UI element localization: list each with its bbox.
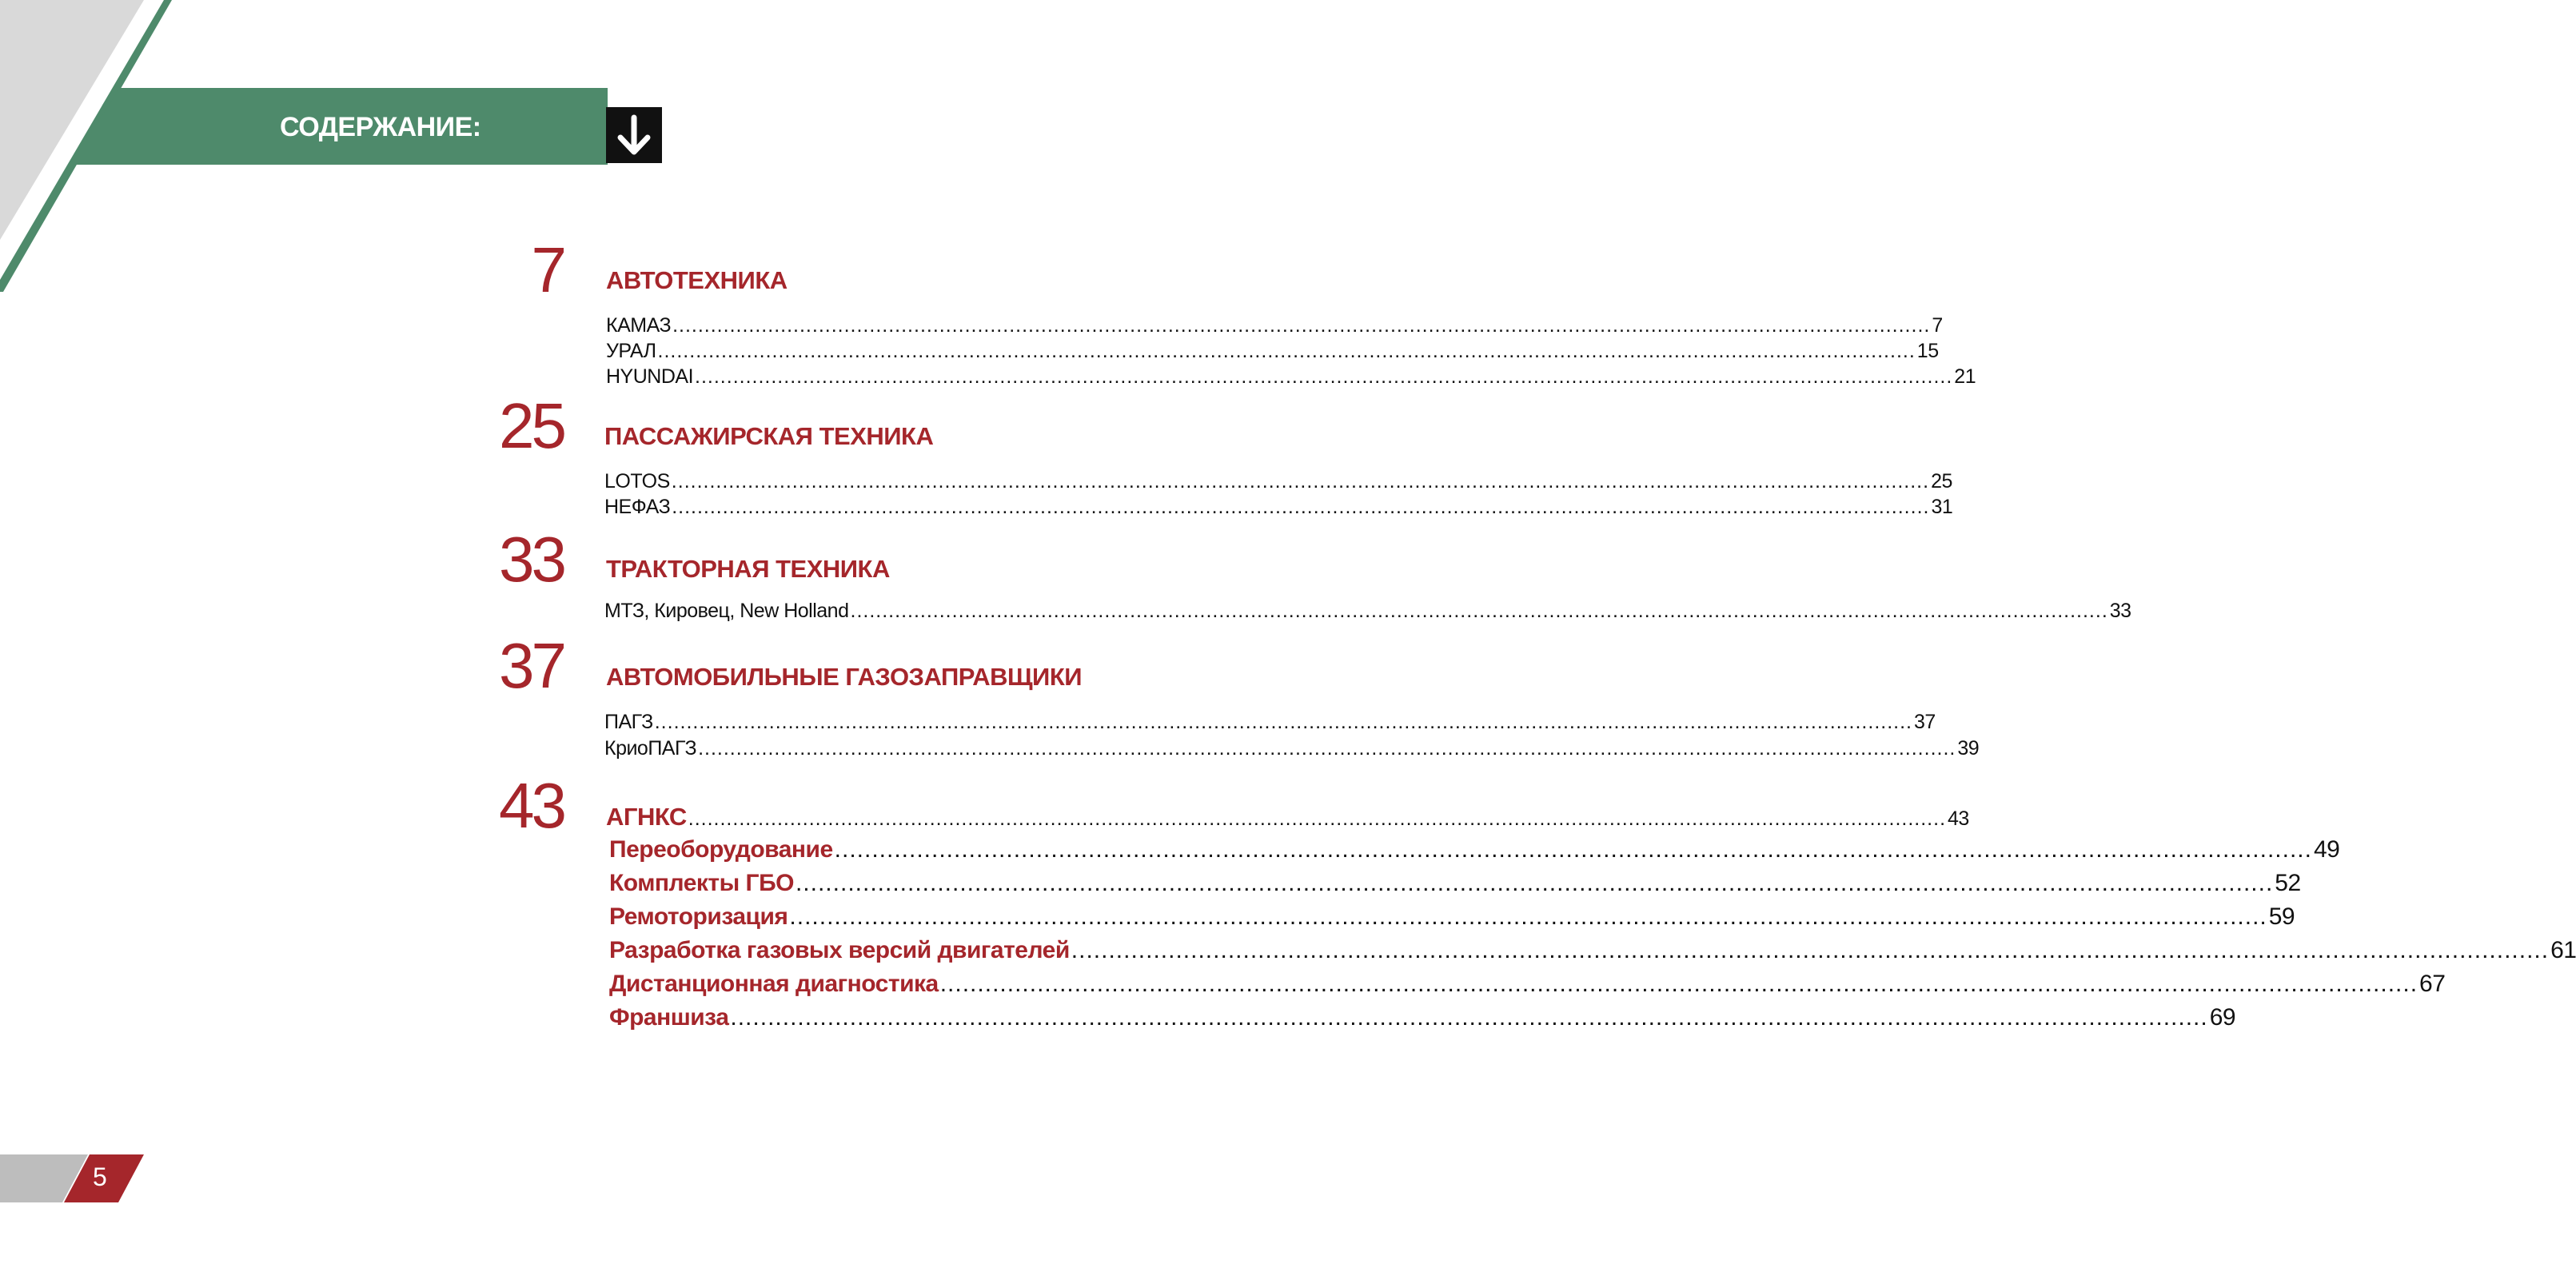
section-title: ТРАКТОРНАЯ ТЕХНИКА — [606, 555, 890, 583]
toc-item-label: МТЗ, Кировец, New Holland — [604, 600, 849, 622]
toc-item[interactable] — [609, 868, 2301, 899]
toc-item[interactable] — [609, 835, 2340, 865]
toc-item[interactable] — [604, 710, 1936, 734]
toc-item-label: КАМАЗ — [606, 314, 672, 337]
section-number: 33 — [499, 524, 564, 595]
toc-item-page: 33 — [2109, 600, 2131, 622]
section-number: 25 — [499, 390, 564, 461]
section-number: 7 — [531, 234, 564, 305]
toc-item[interactable] — [606, 365, 1976, 389]
dot-leader: ...................................................................................................................................................................................................... — [698, 737, 1956, 760]
toc-item-page: 39 — [1957, 737, 1980, 760]
dot-leader: ...................................................................................................................................................................................................... — [672, 314, 1931, 337]
toc-item[interactable] — [606, 803, 1969, 831]
toc-item-label: Дистанционная диагностика — [609, 971, 939, 997]
page-title: СОДЕРЖАНИЕ: — [280, 112, 481, 142]
section-title: АГНКС — [606, 803, 687, 831]
toc-item[interactable] — [606, 339, 1939, 363]
dot-leader: ...................................................................................................................................................................................................... — [1071, 937, 2550, 963]
section-number: 37 — [499, 630, 564, 701]
dot-leader: ...................................................................................................................................................................................................... — [688, 807, 1947, 830]
toc-item-page: 37 — [1914, 711, 1936, 733]
dot-leader: ...................................................................................................................................................................................................... — [695, 365, 1953, 388]
toc-item-label: Переоборудование — [609, 836, 833, 863]
toc-item[interactable] — [604, 736, 1980, 760]
toc-item-label: Ремоторизация — [609, 903, 788, 930]
toc-item-page: 15 — [1916, 340, 1939, 362]
section-number: 43 — [499, 770, 564, 841]
toc-item[interactable] — [606, 313, 1943, 337]
toc-item-page: 31 — [1931, 496, 1953, 518]
toc-item-page: 52 — [2275, 870, 2301, 896]
page-number: 5 — [93, 1162, 107, 1191]
toc-item-page: 67 — [2419, 971, 2446, 997]
toc-item-label: КриоПАГЗ — [604, 737, 697, 760]
toc-item-page: 59 — [2268, 903, 2295, 930]
toc-item[interactable] — [609, 902, 2295, 932]
toc-item-label: Комплекты ГБО — [609, 870, 794, 896]
dot-leader: ...................................................................................................................................................................................................... — [850, 600, 2108, 622]
toc-item-label: LOTOS — [604, 470, 670, 492]
dot-leader: ...................................................................................................................................................................................................... — [654, 711, 1913, 733]
toc-item[interactable] — [604, 599, 2131, 623]
dot-leader: ...................................................................................................................................................................................................... — [657, 340, 1916, 362]
toc-item-page: 69 — [2209, 1004, 2236, 1031]
toc-item-label: HYUNDAI — [606, 365, 694, 388]
toc-item[interactable] — [609, 969, 2446, 999]
dot-leader: ...................................................................................................................................................................................................... — [939, 971, 2418, 997]
toc-item[interactable] — [609, 1003, 2236, 1033]
toc-item-label: ПАГЗ — [604, 711, 653, 733]
toc-item-label: НЕФАЗ — [604, 496, 671, 518]
toc-item-page: 61 — [2550, 937, 2576, 963]
section-title: АВТОМОБИЛЬНЫЕ ГАЗОЗАПРАВЩИКИ — [606, 663, 1083, 691]
toc-item-label: УРАЛ — [606, 340, 656, 362]
arrow-down-icon — [606, 107, 662, 163]
dot-leader: ...................................................................................................................................................................................................... — [672, 496, 1930, 518]
dot-leader: ...................................................................................................................................................................................................... — [795, 870, 2274, 896]
toc-item[interactable] — [604, 469, 1952, 493]
toc-item-page: 25 — [1931, 470, 1952, 492]
footer-page-tab — [0, 1154, 144, 1202]
toc-item[interactable] — [609, 935, 2576, 966]
dot-leader: ...................................................................................................................................................................................................... — [730, 1004, 2208, 1031]
dot-leader: ...................................................................................................................................................................................................... — [789, 903, 2267, 930]
toc-item-label: Разработка газовых версий двигателей — [609, 937, 1070, 963]
toc-item-page: 49 — [2313, 836, 2340, 863]
toc-item-page: 43 — [1948, 807, 1969, 830]
dot-leader: ...................................................................................................................................................................................................... — [671, 470, 1930, 492]
toc-item[interactable] — [604, 495, 1953, 519]
section-title: АВТОТЕХНИКА — [606, 266, 788, 294]
toc-item-page: 21 — [1954, 365, 1976, 388]
section-title: ПАССАЖИРСКАЯ ТЕХНИКА — [604, 422, 934, 450]
toc-item-label: Франшиза — [609, 1004, 729, 1031]
toc-item-page: 7 — [1932, 314, 1943, 337]
dot-leader: ...................................................................................................................................................................................................... — [834, 836, 2312, 863]
